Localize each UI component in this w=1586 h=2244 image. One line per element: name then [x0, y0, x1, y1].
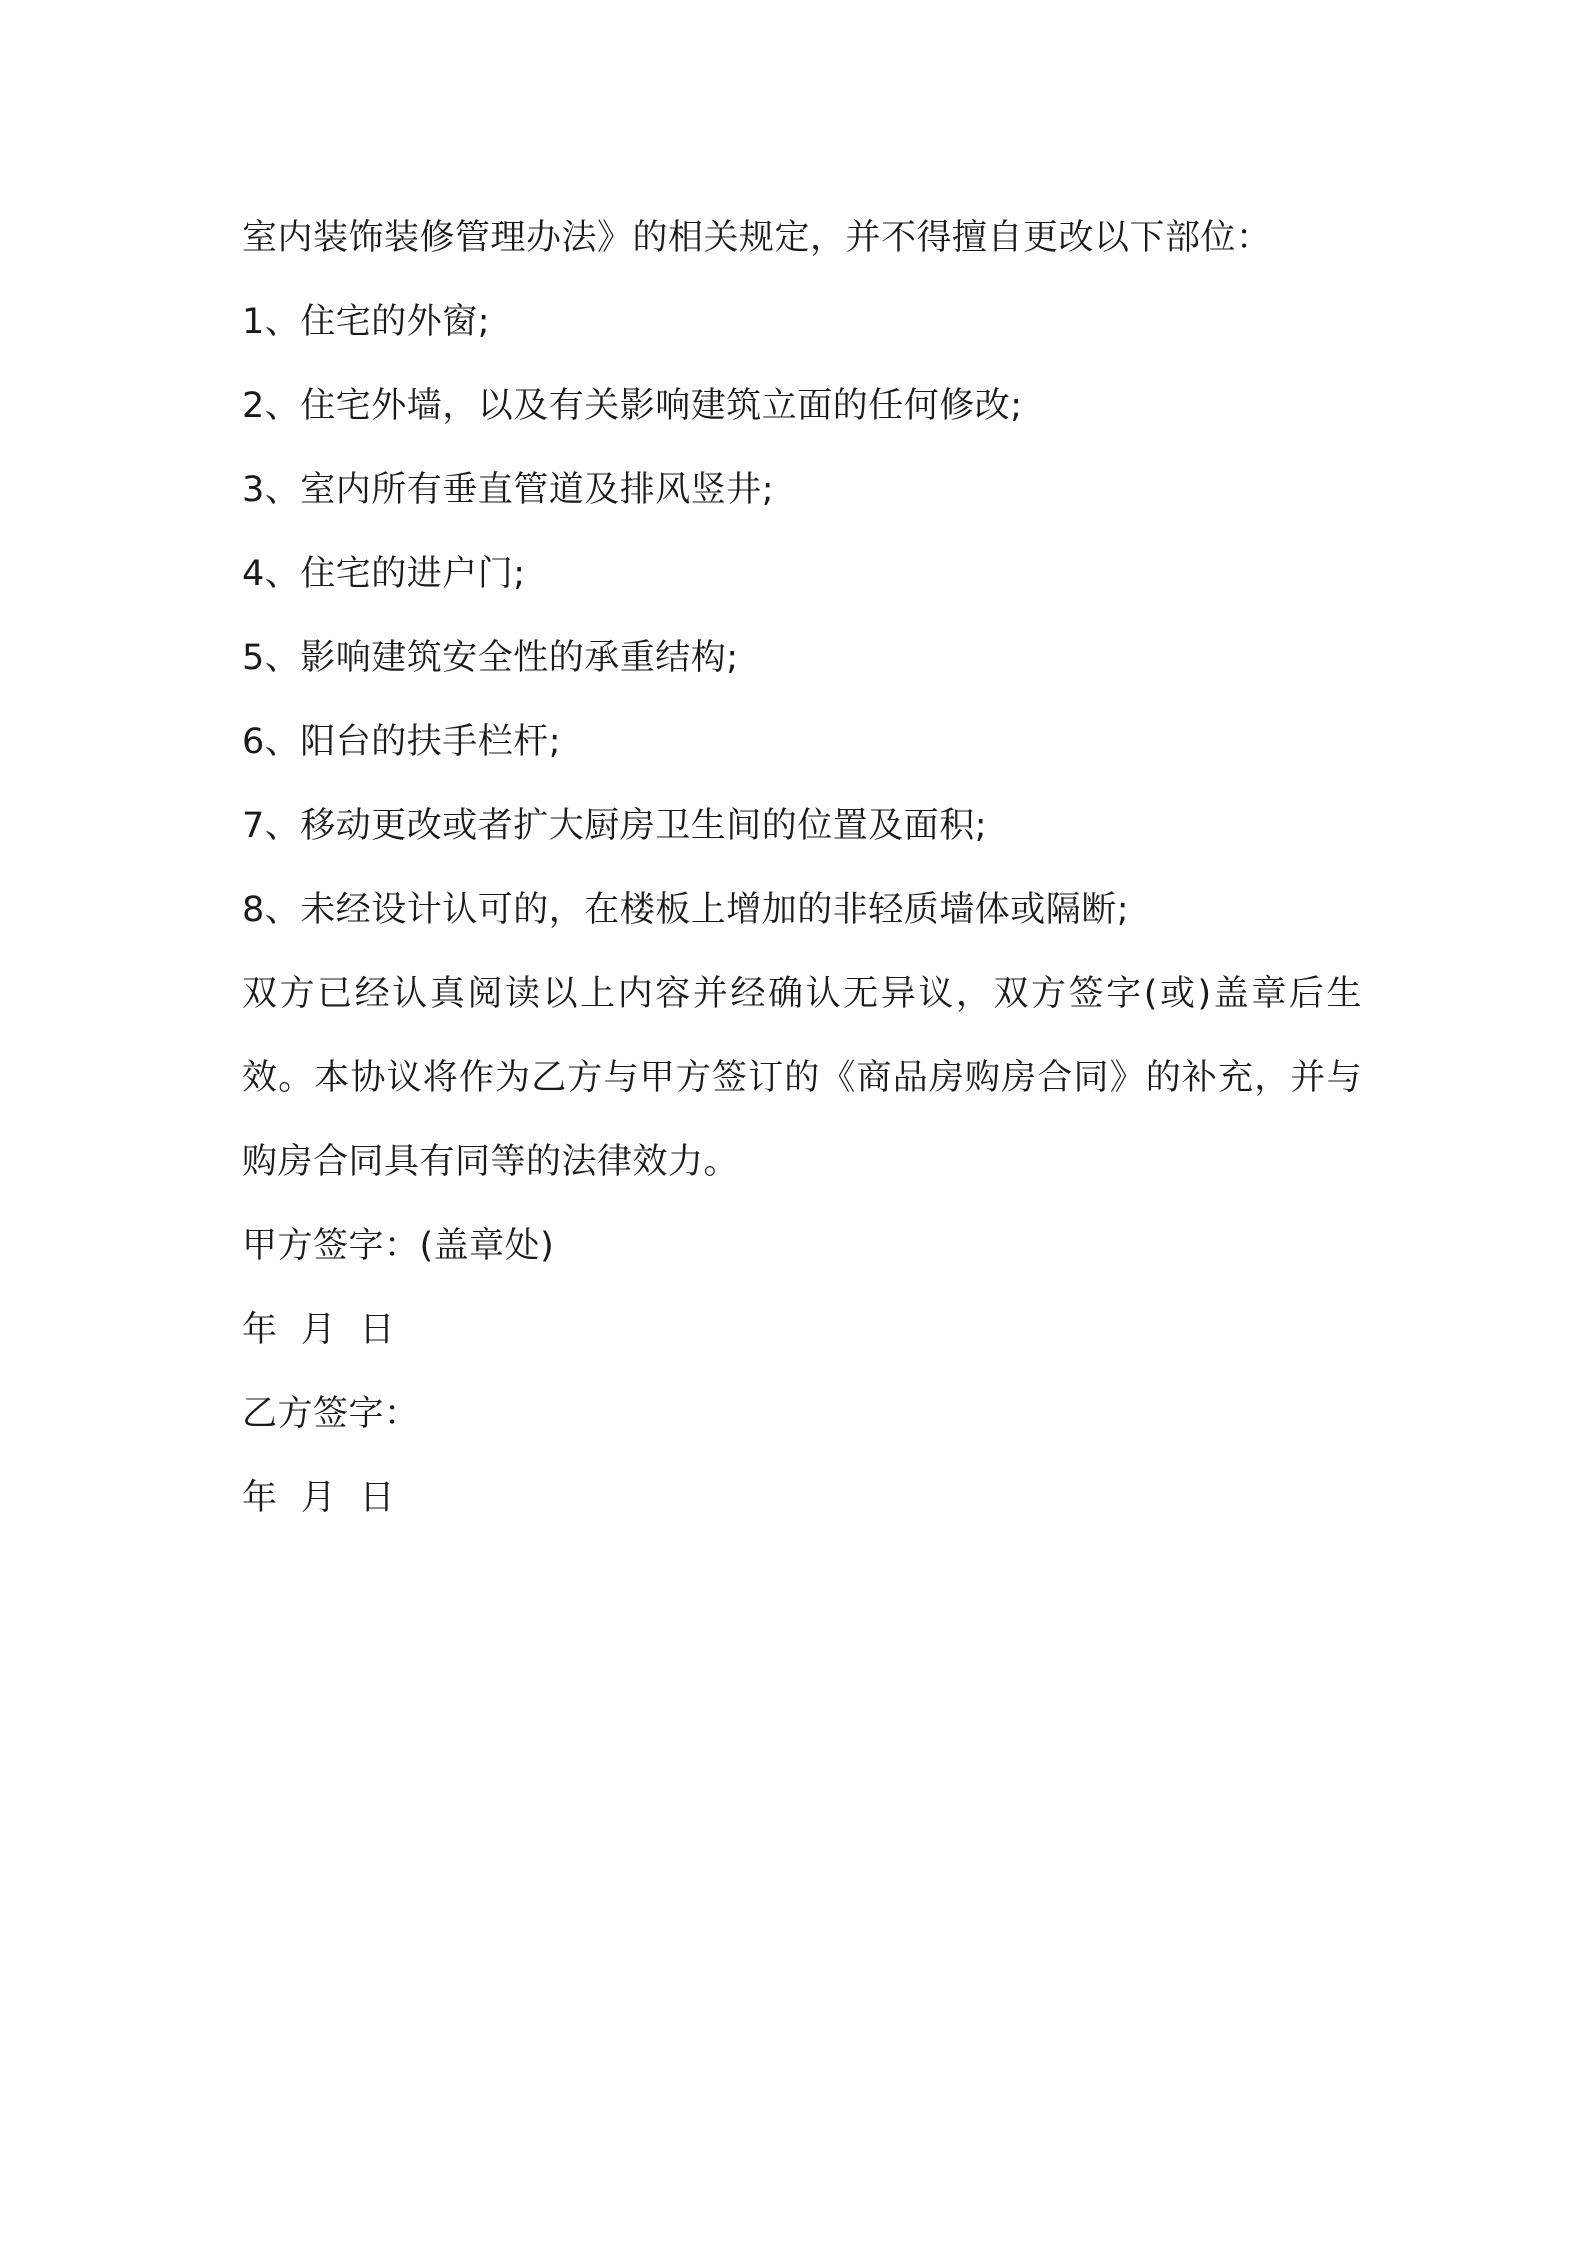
list-item: 7、移动更改或者扩大厨房卫生间的位置及面积; — [242, 806, 988, 846]
intro-line: 室内装饰装修管理办法》的相关规定，并不得擅自更改以下部位： — [242, 218, 1272, 258]
list-item: 4、住宅的进户门; — [242, 554, 526, 594]
party-a-date: 年 月 日 — [242, 1310, 396, 1350]
list-item: 5、影响建筑安全性的承重结构; — [242, 638, 739, 678]
party-b-date: 年 月 日 — [242, 1478, 396, 1518]
list-item: 8、未经设计认可的，在楼板上增加的非轻质墙体或隔断; — [242, 890, 1130, 930]
agreement-paragraph: 双方已经认真阅读以上内容并经确认无异议，双方签字(或)盖章后生效。本协议将作为乙方与甲方签订的《商品房购房合同》的补充，并与购房合同具有同等的法律效力。 — [242, 974, 1362, 1182]
list-item: 1、住宅的外窗; — [242, 302, 491, 342]
party-a-signature: 甲方签字：(盖章处) — [242, 1226, 555, 1266]
list-item: 6、阳台的扶手栏杆; — [242, 722, 562, 762]
list-item: 2、住宅外墙，以及有关影响建筑立面的任何修改; — [242, 386, 1023, 426]
list-item: 3、室内所有垂直管道及排风竖井; — [242, 470, 775, 510]
document-body — [242, 196, 1362, 1540]
party-b-signature: 乙方签字： — [242, 1394, 420, 1434]
